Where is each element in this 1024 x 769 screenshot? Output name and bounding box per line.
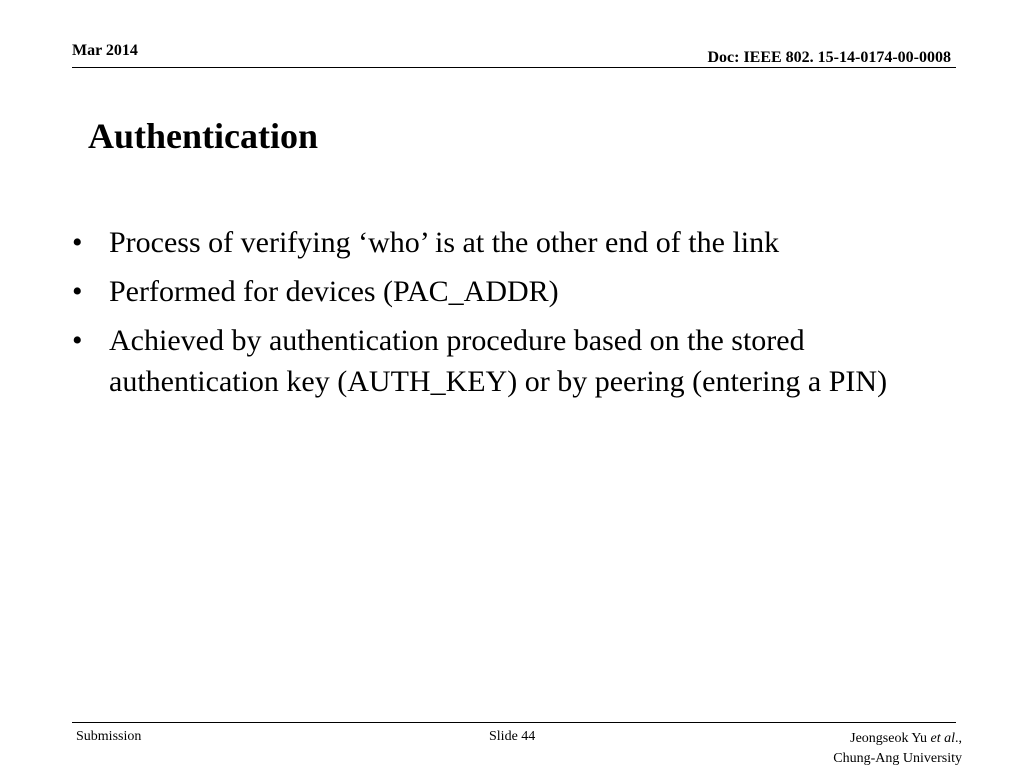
footer-divider [72, 722, 956, 723]
footer-affiliation: Chung-Ang University [833, 751, 962, 766]
author-name: Jeongseok Yu [850, 731, 927, 746]
footer-author-block [833, 729, 962, 769]
bullet-text: Process of verifying ‘who’ is at the other end of the link [109, 226, 780, 259]
bullet-item [72, 320, 952, 402]
bullet-marker: • [72, 275, 83, 308]
bullet-text: Performed for devices (PAC_ADDR) [109, 275, 559, 308]
bullet-text: Achieved by authentication procedure based on the stored authentication key (AUTH_KEY) or by peering (entering a PIN) [109, 324, 888, 398]
author-etal: et al [930, 731, 955, 746]
bullet-marker: • [72, 226, 83, 259]
footer-author [833, 729, 962, 749]
bullet-item [72, 271, 952, 312]
bullet-marker: • [72, 324, 83, 357]
header-doc-id: Doc: IEEE 802. 15-14-0174-00-0008 [707, 49, 951, 66]
header-date: Mar 2014 [72, 42, 138, 59]
author-suffix: ., [955, 731, 962, 746]
bullet-list [72, 222, 952, 410]
bullet-item [72, 222, 952, 263]
header-divider [72, 67, 956, 68]
footer-submission: Submission [76, 729, 142, 744]
footer-slide-number: Slide 44 [489, 729, 536, 744]
slide-title: Authentication [88, 116, 319, 156]
